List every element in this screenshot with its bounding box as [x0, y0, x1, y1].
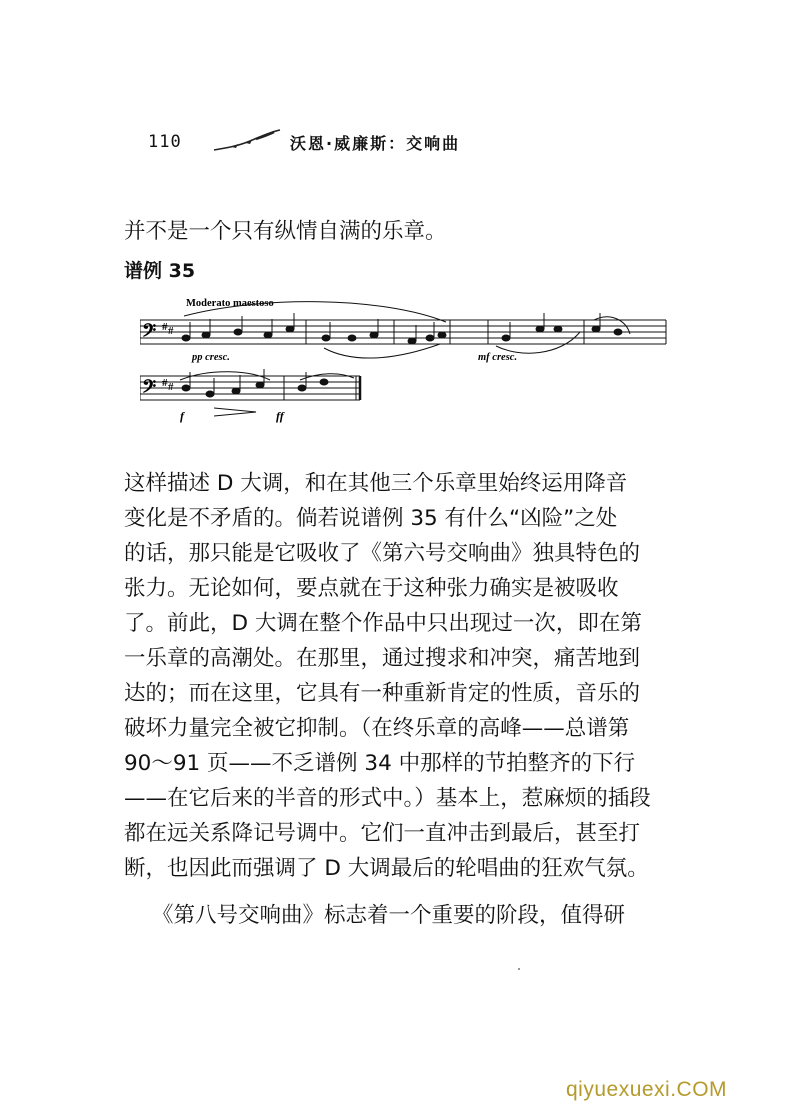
paragraph-2-line-12: 断，也因此而强调了 D 大调最后的轮唱曲的狂欢气氛。: [124, 856, 649, 881]
paragraph-2-line-11: 都在远关系降记号调中。它们一直冲击到最后，甚至打: [124, 821, 641, 846]
staff-1-notes: [182, 313, 622, 344]
staff-1: [140, 320, 666, 345]
pen-flourish-icon: [212, 128, 282, 154]
paragraph-2-line-10: ——在它后来的半音的形式中。）基本上，惹麻烦的插段: [124, 786, 651, 811]
paragraph-2-line-9: 90～91 页——不乏谱例 34 中那样的节拍整齐的下行: [124, 751, 636, 776]
svg-text:#: #: [168, 381, 174, 393]
svg-text:#: #: [162, 321, 168, 333]
paragraph-3-line-1: 《第八号交响曲》标志着一个重要的阶段，值得研: [152, 903, 626, 928]
dynamic-pp-cresc: pp cresc.: [192, 352, 230, 363]
running-title: 沃恩·威廉斯：交响曲: [290, 134, 461, 153]
paragraph-1-line-1: 并不是一个只有纵情自满的乐章。: [124, 219, 447, 244]
svg-text:#: #: [168, 325, 174, 337]
music-example-label: 谱例 35: [124, 260, 196, 282]
paragraph-2-line-5: 了。前此，D 大调在整个作品中只出现过一次，即在第: [124, 611, 642, 636]
paragraph-2-line-7: 达的；而在这里，它具有一种重新肯定的性质，音乐的: [124, 681, 641, 706]
paragraph-2-line-2: 变化是不矛盾的。倘若说谱例 35 有什么“凶险”之处: [124, 506, 618, 531]
bass-clef-icon: 𝄢: [142, 320, 157, 345]
page-number: 110: [148, 132, 182, 152]
running-header: [148, 128, 568, 158]
dynamic-f: f: [180, 409, 184, 423]
svg-text:#: #: [162, 377, 168, 389]
paragraph-2-line-4: 张力。无论如何，要点就在于这种张力确实是被吸收: [124, 576, 619, 601]
tempo-marking: Moderato maestoso: [186, 298, 274, 309]
paragraph-2-line-8: 破坏力量完全被它抑制。（在终乐章的高峰——总谱第: [124, 716, 630, 741]
paragraph-2-line-6: 一乐章的高潮处。在那里，通过搜求和冲突，痛苦地到: [124, 646, 641, 671]
dynamic-ff: ff: [276, 409, 284, 423]
music-score-example-35: [140, 292, 670, 428]
paragraph-2-line-3: 的话，那只能是它吸收了《第六号交响曲》独具特色的: [124, 541, 641, 566]
paragraph-2-line-1: 这样描述 D 大调，和在其他三个乐章里始终运用降音: [124, 471, 628, 496]
dynamic-mf-cresc: mf cresc.: [478, 352, 518, 363]
watermark: qiyuexuexi.COM: [566, 1078, 728, 1101]
scan-speck: [518, 968, 520, 970]
bass-clef-icon-2: 𝄢: [142, 376, 157, 401]
